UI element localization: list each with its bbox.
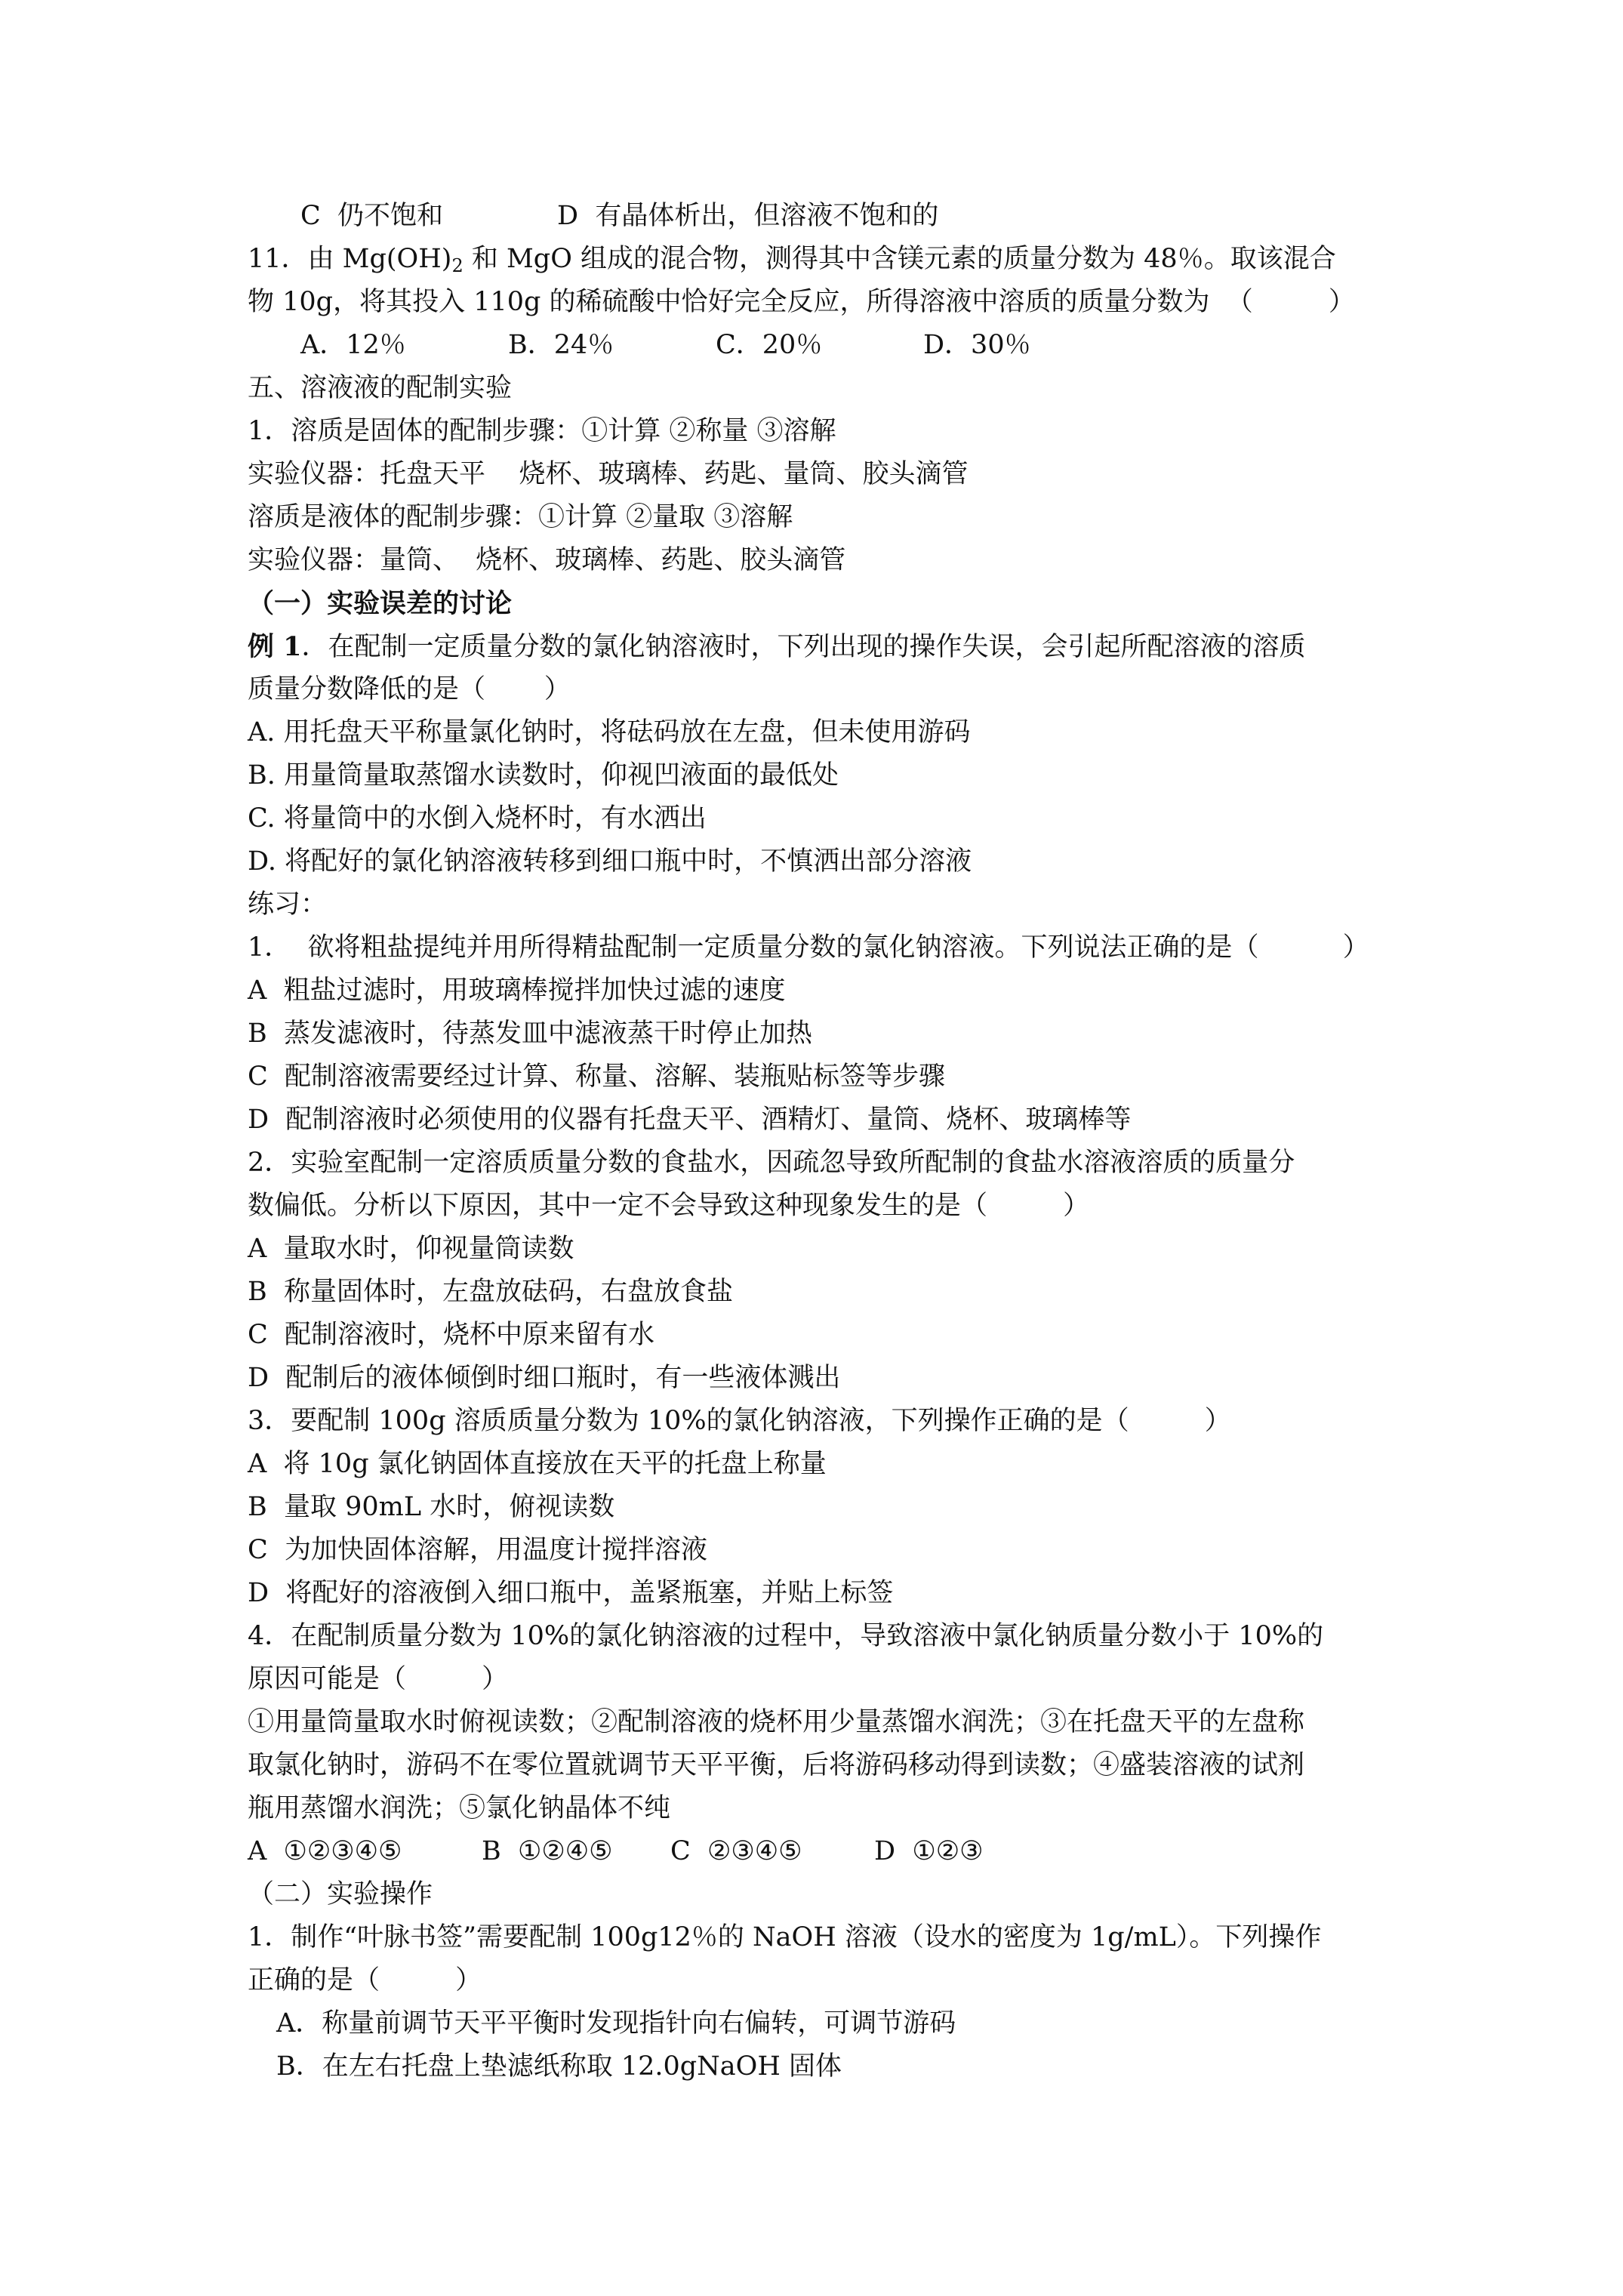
practice2-stem-line2: 数偏低。分析以下原因，其中一定不会导致这种现象发生的是（ ） (248, 1191, 1090, 1221)
section5-line2: 实验仪器：托盘天平 烧杯、玻璃棒、药匙、量筒、胶头滴管 (248, 459, 969, 489)
part2-q1-option-a: A．称量前调节天平平衡时发现指针向右偏转，可调节游码 (276, 2008, 956, 2039)
practice1-option-a: A 粗盐过滤时，用玻璃棒搅拌加快过滤的速度 (248, 975, 786, 1006)
practice1-option-d: D 配制溶液时必须使用的仪器有托盘天平、酒精灯、量筒、烧杯、玻璃棒等 (248, 1105, 1132, 1135)
q11-option-b: B．24％ (508, 330, 614, 360)
practice2-option-c: C 配制溶液时，烧杯中原来留有水 (248, 1320, 655, 1350)
practice4-stem-line5: 瓶用蒸馏水润洗；⑤氯化钠晶体不纯 (248, 1793, 671, 1823)
section5-line1: 1．溶质是固体的配制步骤：①计算 ②称量 ③溶解 (248, 416, 836, 446)
example1-line2: 质量分数降低的是（ ） (248, 674, 571, 704)
practice2-option-b: B 称量固体时，左盘放砝码，右盘放食盐 (248, 1277, 733, 1307)
practice1-stem: 1． 欲将粗盐提纯并用所得精盐配制一定质量分数的氯化钠溶液。下列说法正确的是（ ） (248, 932, 1369, 963)
part2-q1-line2: 正确的是（ ） (248, 1965, 482, 1996)
practice2-option-a: A 量取水时，仰视量筒读数 (248, 1234, 574, 1264)
example1-option-c: C. 将量筒中的水倒入烧杯时，有水洒出 (248, 803, 707, 834)
q11-stem-line1 (248, 238, 1425, 281)
q10-option-c: C 仍不饱和 (300, 201, 444, 231)
section5-line3: 溶质是液体的配制步骤：①计算 ②量取 ③溶解 (248, 502, 793, 532)
q10-options (248, 195, 1425, 238)
practice4-stem-line3: ①用量筒量取水时俯视读数；②配制溶液的烧杯用少量蒸馏水润洗；③在托盘天平的左盘称 (248, 1707, 1305, 1737)
part1-title: （一）实验误差的讨论 (248, 588, 513, 619)
example1-option-b: B. 用量筒量取蒸馏水读数时，仰视凹液面的最低处 (248, 760, 839, 791)
practice3-option-d: D 将配好的溶液倒入细口瓶中，盖紧瓶塞，并贴上标签 (248, 1578, 894, 1608)
practice4-stem-line1: 4．在配制质量分数为 10%的氯化钠溶液的过程中，导致溶液中氯化钠质量分数小于 10%的 (248, 1621, 1324, 1651)
practice3-option-b: B 量取 90mL 水时，俯视读数 (248, 1492, 615, 1522)
q11-options (248, 324, 1425, 367)
practice-label: 练习： (248, 889, 328, 920)
q11-stem-line2: 物 10g，将其投入 110g 的稀硫酸中恰好完全反应，所得溶液中溶质的质量分数为 （ ） (248, 287, 1355, 317)
q11-stem-post: 和 MgO 组成的混合物，测得其中含镁元素的质量分数为 48％。取该混合 (463, 244, 1336, 274)
q11-option-c: C．20％ (716, 330, 823, 360)
practice3-option-a: A 将 10g 氯化钠固体直接放在天平的托盘上称量 (248, 1449, 827, 1479)
practice4-stem-line2: 原因可能是（ ） (248, 1664, 509, 1694)
practice2-stem-line1: 2．实验室配制一定溶质质量分数的食盐水，因疏忽导致所配制的食盐水溶液溶质的质量分 (248, 1148, 1295, 1178)
practice3-option-c: C 为加快固体溶解，用温度计搅拌溶液 (248, 1535, 708, 1565)
practice3-stem: 3．要配制 100g 溶质质量分数为 10%的氯化钠溶液，下列操作正确的是（ ） (248, 1406, 1231, 1436)
q10-option-d: D 有晶体析出，但溶液不饱和的 (557, 201, 939, 231)
practice1-option-b: B 蒸发滤液时，待蒸发皿中滤液蒸干时停止加热 (248, 1019, 812, 1049)
practice4-option-a: A ①②③④⑤ (248, 1836, 402, 1866)
section5-line4: 实验仪器：量筒、 烧杯、玻璃棒、药匙、胶头滴管 (248, 545, 846, 575)
q11-subscript: 2 (451, 255, 463, 276)
example1-line1 (248, 625, 1425, 668)
example1-option-d: D. 将配好的氯化钠溶液转移到细口瓶中时，不慎洒出部分溶液 (248, 846, 972, 877)
q11-stem-pre: 11．由 Mg(OH) (248, 244, 452, 274)
practice4-option-b: B ①②④⑤ (482, 1836, 613, 1866)
example1-option-a: A. 用托盘天平称量氯化钠时，将砝码放在左盘，但未使用游码 (248, 717, 971, 747)
part2-title: （二）实验操作 (248, 1879, 433, 1909)
practice4-option-c: C ②③④⑤ (670, 1836, 802, 1866)
q11-option-a: A．12％ (300, 330, 406, 360)
document-content (248, 195, 1425, 2088)
practice1-option-c: C 配制溶液需要经过计算、称量、溶解、装瓶贴标签等步骤 (248, 1062, 946, 1092)
practice4-options (248, 1830, 1425, 1873)
part2-q1-line1: 1．制作“叶脉书签”需要配制 100g12％的 NaOH 溶液（设水的密度为 1g/mL）。下列操作 (248, 1922, 1322, 1952)
q11-option-d: D．30％ (923, 330, 1031, 360)
practice4-stem-line4: 取氯化钠时，游码不在零位置就调节天平平衡，后将游码移动得到读数；④盛装溶液的试剂 (248, 1750, 1305, 1780)
practice4-option-d: D ①②③ (874, 1836, 984, 1866)
example1-text: ．在配制一定质量分数的氯化钠溶液时，下列出现的操作失误，会引起所配溶液的溶质 (301, 632, 1306, 662)
example1-label: 例 1 (248, 631, 302, 662)
section5-title: 五、溶液液的配制实验 (248, 373, 513, 403)
part2-q1-option-b: B．在左右托盘上垫滤纸称取 12.0gNaOH 固体 (276, 2051, 842, 2082)
practice2-option-d: D 配制后的液体倾倒时细口瓶时，有一些液体溅出 (248, 1363, 841, 1393)
